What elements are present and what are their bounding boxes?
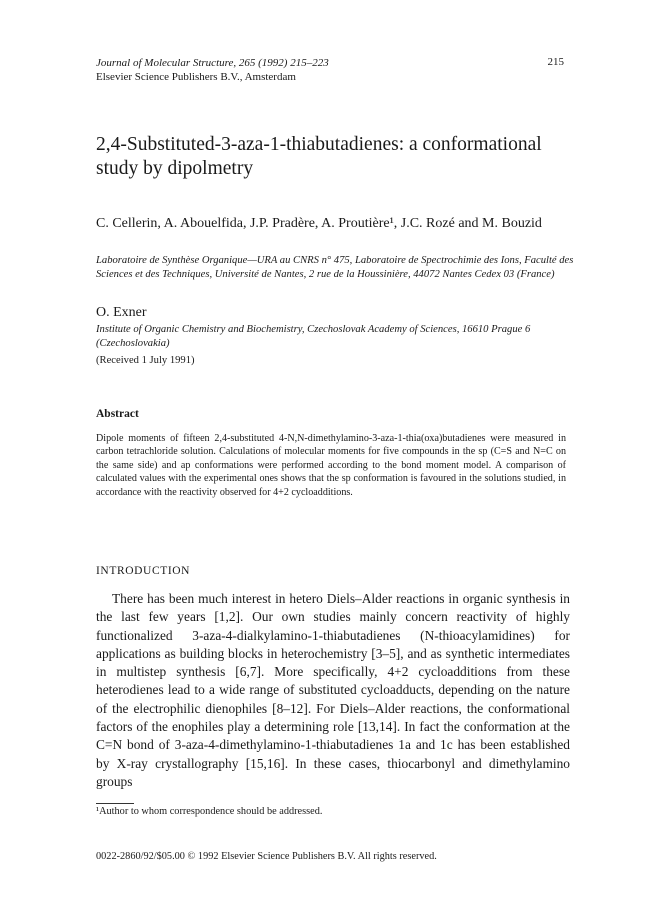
introduction-heading: INTRODUCTION: [96, 565, 191, 577]
page-number: 215: [547, 56, 564, 68]
introduction-paragraph: There has been much interest in hetero Diels–Alder reactions in organic synthesis in the last few years [1,2]. Our own studies mainly concern reactivity of highly functionalized 3-aza-4-dialkylamino-1-thiabutadienes (N-thioacylamidines) for applications as building blocks in heterochemistry [3–5], and as synthetic intermediates in multistep synthesis [6,7]. More specifically, 4+2 cycloadditions from these heterodienes lead to a wide range of substituted cycloadducts, depending on the nature of the electrophilic dienophiles [8–12]. For Diels–Alder reactions, the conformational factors of the enophiles play a determining role [13,14]. In fact the conformation at the C=N bond of 3-aza-4-dimethylamino-1-thiabutadienes 1a and 1c has been established by X-ray crystallography [15,16]. In these cases, thiocarbonyl and dimethylamino groups: [96, 591, 570, 789]
publisher-line: Elsevier Science Publishers B.V., Amsterdam: [96, 71, 296, 83]
introduction-section: [96, 590, 570, 791]
journal-header: [96, 56, 329, 84]
abstract-text: Dipole moments of fifteen 2,4-substituted 4-N,N-dimethylamino-3-aza-1-thia(oxa)butadienes were measured in carbon tetrachloride solution. Calculations of molecular moments for five compounds in the sp (C=S and N=C on the same side) and ap conformations were performed according to the bond moment model. A comparison of calculated values with the experimental ones shows that the sp conformation is favoured in the solutions studied, in accordance with the reactivity observed for 4+2 cycloadditions.: [96, 433, 566, 498]
affiliation-prague: Institute of Organic Chemistry and Biochemistry, Czechoslovak Academy of Sciences, 16610 Prague 6 (Czechoslovakia): [96, 324, 531, 350]
article-title: 2,4-Substituted-3-aza-1-thiabutadienes: a conformational study by dipolmetry: [96, 134, 542, 179]
author-exner: O. Exner: [96, 305, 147, 320]
affiliation-nantes: Laboratoire de Synthèse Organique—URA au CNRS n° 475, Laboratoire de Spectrochimie des Ions, Faculté des Sciences et des Techniques, Université de Nantes, 2 rue de la Houssinière, 44072 Nantes Cedex 03 (France): [96, 255, 574, 281]
footnote-rule: [96, 803, 134, 804]
copyright-line: 0022-2860/92/$05.00 © 1992 Elsevier Science Publishers B.V. All rights reserved.: [96, 851, 437, 862]
abstract-heading: Abstract: [96, 408, 139, 420]
footnote: ¹Author to whom correspondence should be addressed.: [96, 806, 323, 817]
received-date: (Received 1 July 1991): [96, 355, 195, 366]
journal-citation: Journal of Molecular Structure, 265 (1992) 215–223: [96, 57, 329, 69]
author-list: C. Cellerin, A. Abouelfida, J.P. Pradère, A. Proutière¹, J.C. Rozé and M. Bouzid: [96, 216, 542, 231]
